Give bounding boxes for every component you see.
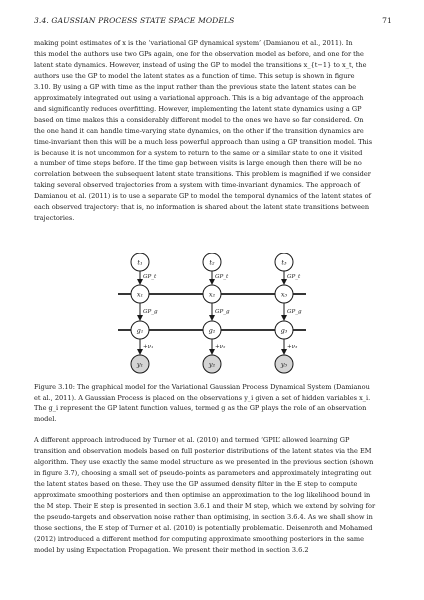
graphical-model-figure: [0, 253, 424, 381]
latent-state-label: x₂: [208, 290, 216, 299]
gp-observation-label: GP_g: [143, 309, 158, 315]
latent-state-label: x₃: [280, 290, 288, 299]
latent-function-label: g₁: [136, 326, 144, 335]
caption-line: Figure 3.10: The graphical model for the Variational Gaussian Process Dynamical System (Damianou: [34, 383, 370, 391]
text-line: this model the authors use two GPs again, one for the observation model as before, and one for the: [34, 49, 364, 58]
gp-observation-label: GP_g: [215, 309, 230, 315]
noise-label: +ν₁: [143, 344, 154, 350]
text-line: the pseudo-targets and observation noise rather than optimising, in section 3.6.4. As we shall show in: [34, 512, 373, 521]
text-line: Damianou et al. (2011) is to use a separate GP to model the temporal dynamics of the latent states of: [34, 192, 371, 201]
text-line: 3.10. By using a GP with time as the input rather than the previous state the latent states can be: [34, 82, 357, 91]
paragraph-variational-gpds: [34, 38, 392, 224]
latent-state-label: x₁: [136, 290, 144, 299]
text-line: those sections, the E step of Turner et al. (2010) is potentially problematic. Deisenroth and Mohamed: [34, 523, 373, 532]
text-line: the latent states based on these. They use the GP assumed density filter in the E step to compute: [34, 479, 358, 488]
observation-node: [275, 355, 293, 373]
time-input-node: [275, 253, 293, 271]
text-line: in figure 3.7), choosing a small set of pseudo-points as parameters and approximately integrating out: [34, 468, 372, 477]
noise-label: +ν₃: [287, 344, 298, 350]
text-line: each observed trajectory: that is, no information is shared about the latent state transitions between: [34, 203, 370, 212]
observation-label: y₂: [208, 360, 216, 369]
text-line: based on time makes this a considerably different model to the ones we have so far considered. On: [34, 115, 364, 124]
text-line: A different approach introduced by Turner et al. (2010) and termed ‘GPIL’ allowed learning GP: [34, 436, 350, 444]
observation-label: y₁: [136, 360, 144, 369]
text-line: a number of time steps before. If the time gap between visits is large enough then there will be no: [34, 159, 362, 168]
text-line: the M step. Their E step is presented in section 3.6.1 and their M step, which we extend by solving for: [34, 501, 376, 510]
observation-node: [131, 355, 149, 373]
text-line: taking several observed trajectories from a system with time-invariant dynamics. The approach of: [34, 181, 361, 190]
time-input-node: [131, 253, 149, 271]
latent-state-node: [275, 285, 293, 303]
header-section-title: 3.4. GAUSSIAN PROCESS STATE SPACE MODELS: [34, 16, 235, 25]
latent-state-node: [131, 285, 149, 303]
gp-time-label: GP_t: [143, 274, 157, 280]
text-line: approximately integrated out using a variational approach. This is a big advantage of the approach: [34, 93, 364, 102]
time-input-label: t₁: [137, 258, 143, 267]
time-input-label: t₃: [281, 258, 287, 267]
time-input-node: [203, 253, 221, 271]
latent-state-node: [203, 285, 221, 303]
latent-function-label: g₃: [280, 326, 288, 335]
gp-time-label: GP_t: [215, 274, 229, 280]
text-line: (2012) introduced a different method for computing approximate smoothing posteriors in the same: [34, 534, 364, 543]
running-header: [34, 16, 392, 28]
text-line: correlation between the subsequent latent state transitions. This problem is magnified if we consider: [34, 170, 371, 179]
text-line: latent state dynamics. However, instead of using the GP to model the transitions x_{t−1} to x_t, the: [34, 60, 367, 69]
text-line: and significantly reduces overfitting. However, implementing the latent state dynamics using a GP: [34, 104, 362, 113]
observation-label: y₃: [280, 360, 288, 369]
latent-function-node: [131, 321, 149, 339]
latent-function-node: [203, 321, 221, 339]
caption-line: The g_i represent the GP latent function values, termed g as the GP plays the role of an observation: [34, 404, 367, 413]
figure-caption: [34, 382, 392, 424]
text-line: transition and observation models based on full posterior distributions of the latent states via the EM: [34, 446, 372, 455]
gp-observation-label: GP_g: [287, 309, 302, 315]
text-line: the one hand it can handle time-varying state dynamics, on the other if the transition dynamics are: [34, 126, 364, 135]
caption-line: model.: [34, 414, 57, 423]
paragraph-gpil: [34, 435, 392, 555]
text-line: approximate smoothing posteriors and then optimise an approximation to the log likelihood bound in: [34, 490, 371, 499]
text-line: model by using Expectation Propagation. We present their method in section 3.6.2: [34, 545, 309, 554]
page-number: 71: [382, 16, 392, 25]
text-line: trajectories.: [34, 214, 75, 223]
latent-function-label: g₂: [208, 326, 216, 335]
latent-function-node: [275, 321, 293, 339]
noise-label: +ν₂: [215, 344, 226, 350]
gp-time-label: GP_t: [287, 274, 301, 280]
text-line: is because it is not uncommon for a system to return to the same or a similar state to one it visited: [34, 148, 363, 157]
text-line: authors use the GP to model the latent states as a function of time. This setup is shown in figure: [34, 71, 355, 80]
text-line: time-invariant then this will be a much less powerful approach than using a GP transition model. This: [34, 137, 373, 146]
observation-node: [203, 355, 221, 373]
time-input-label: t₂: [209, 258, 215, 267]
text-line: algorithm. They use exactly the same model structure as we presented in the previous section (shown: [34, 457, 374, 466]
caption-line: et al., 2011). A Gaussian Process is placed on the observations y_i given a set of hidden variables x_i.: [34, 393, 371, 402]
text-line: making point estimates of x is the ‘variational GP dynamical system’ (Damianou et al., 2011). In: [34, 39, 353, 47]
